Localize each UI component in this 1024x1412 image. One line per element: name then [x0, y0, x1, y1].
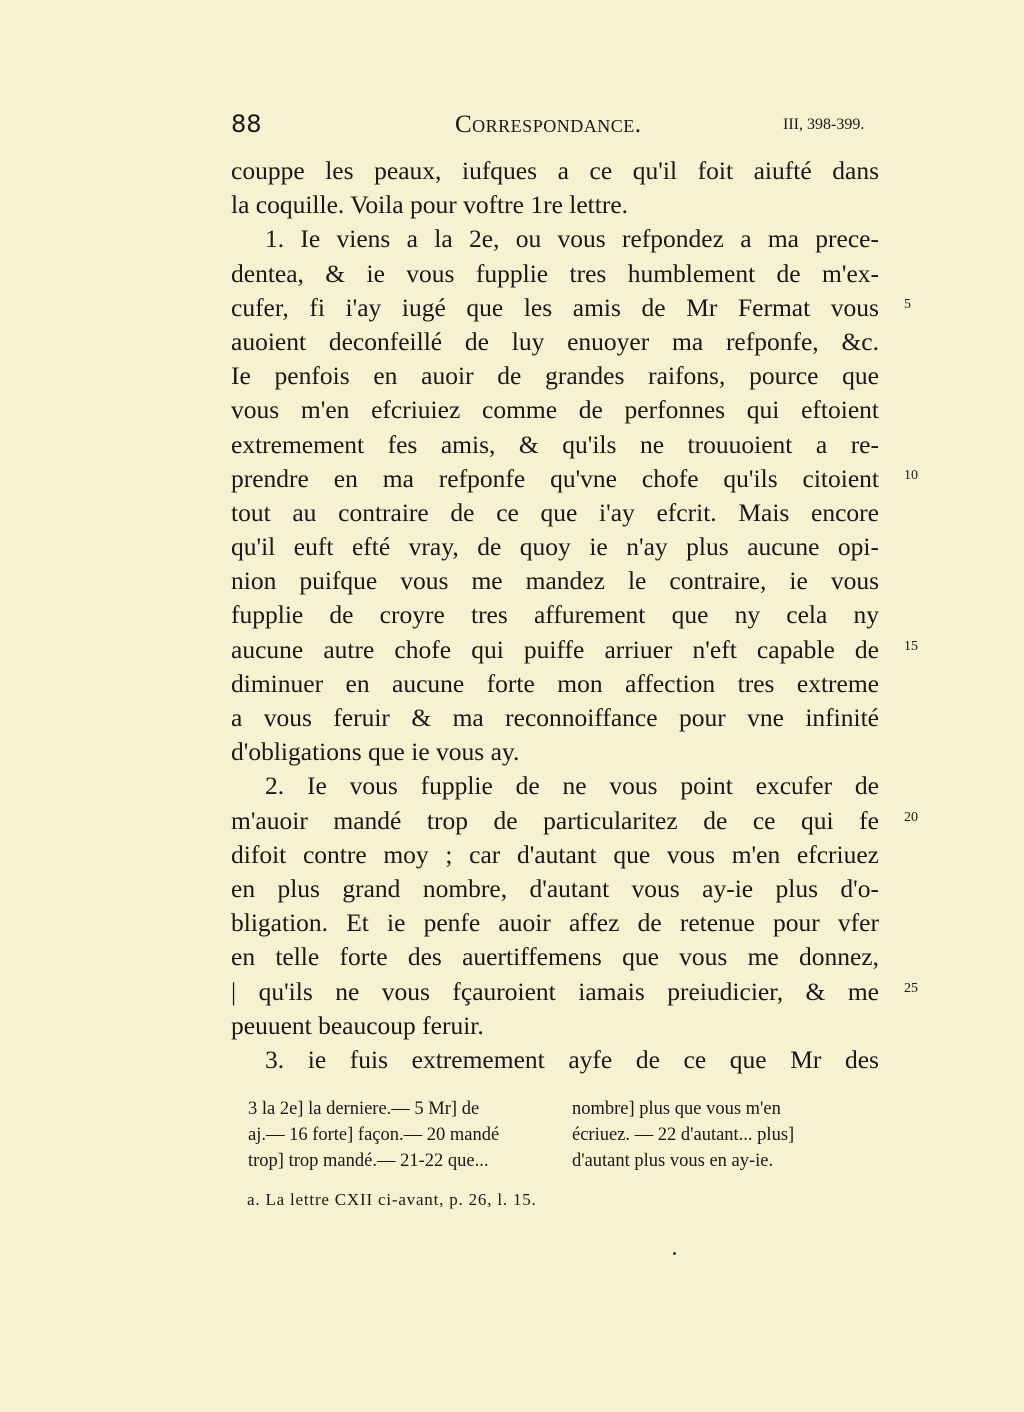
text-line: diminuer en aucune forte mon affection tres extreme — [231, 668, 879, 698]
variant-line: trop] trop mandé.— 21-22 que... — [248, 1151, 489, 1171]
text-line: 1. Ie viens a la 2e, ou vous refpondez a ma prece- — [265, 224, 879, 254]
text-line: d'obligations que ie vous ay. — [231, 737, 520, 767]
text-line: la coquille. Voila pour voftre 1re lettre. — [231, 190, 629, 220]
variant-line: d'autant plus vous en ay-ie. — [572, 1151, 774, 1171]
running-title: Correspondance. — [455, 111, 642, 138]
text-line: 3. ie fuis extremement ayfe de ce que Mr des — [265, 1044, 879, 1074]
text-line: tout au contraire de ce que i'ay efcrit. Mais encore — [231, 497, 879, 527]
margin-line-number: 5 — [904, 297, 911, 312]
text-line: a vous feruir & ma reconnoiffance pour vne infinité — [231, 703, 879, 732]
text-line: prendre en ma refponfe qu'vne chofe qu'ils citoient — [231, 463, 879, 493]
text-line: qu'il euft efté vray, de quoy ie n'ay plus aucune opi- — [231, 532, 879, 562]
variants-left-column — [248, 1096, 499, 1174]
variant-line: écriuez. — 22 d'autant... plus] — [572, 1125, 795, 1145]
margin-line-number: 15 — [904, 639, 918, 654]
text-line: en telle forte des auertiffemens que vous me donnez, — [231, 942, 879, 972]
page-number: 88 — [231, 110, 262, 138]
text-line: auoient deconfeillé de luy enuoyer ma refponfe, &c. — [231, 326, 879, 356]
text-line: bligation. Et ie penfe auoir affez de retenue pour vfer — [231, 908, 879, 938]
text-line: fupplie de croyre tres affurement que ny cela ny — [231, 600, 879, 630]
variant-line: aj.— 16 forte] façon.— 20 mandé — [248, 1125, 500, 1145]
text-line: m'auoir mandé trop de particularitez de ce qui fe — [231, 805, 879, 835]
ink-speck — [673, 1252, 676, 1255]
text-line: | qu'ils ne vous fçauroient iamais preiudicier, & me — [231, 976, 879, 1006]
footnote: a. La lettre CXII ci-avant, p. 26, l. 15. — [247, 1190, 537, 1209]
margin-line-number: 20 — [904, 810, 918, 825]
variant-line: 3 la 2e] la derniere.— 5 Mr] de — [248, 1099, 480, 1119]
text-line: couppe les peaux, iufques a ce qu'il foit aiufté dans — [231, 156, 879, 185]
text-line: aucune autre chofe qui puiffe arriuer n'eft capable de — [231, 634, 879, 664]
text-line: dentea, & ie vous fupplie tres humblement de m'ex- — [231, 258, 879, 288]
main-text — [231, 154, 879, 1077]
text-line: peuuent beaucoup feruir. — [231, 1010, 484, 1040]
margin-line-number: 25 — [904, 981, 918, 996]
text-line: 2. Ie vous fupplie de ne vous point excufer de — [265, 771, 879, 801]
page-header — [0, 106, 1024, 146]
variants-right-column — [572, 1096, 794, 1174]
text-line: cufer, fi i'ay iugé que les amis de Mr Fermat vous — [231, 292, 879, 322]
volume-reference: III, 398-399. — [783, 116, 865, 133]
text-line: nion puifque vous me mandez le contraire, ie vous — [231, 566, 879, 596]
text-line: Ie penfois en auoir de grandes raifons, pource que — [231, 361, 879, 391]
variant-line: nombre] plus que vous m'en — [572, 1099, 781, 1119]
text-line: en plus grand nombre, d'autant vous ay-ie plus d'o- — [231, 873, 879, 903]
text-line: vous m'en efcriuiez comme de perfonnes qui eftoient — [231, 395, 879, 425]
text-line: difoit contre moy ; car d'autant que vous m'en efcriuez — [231, 839, 879, 869]
text-line: extremement fes amis, & qu'ils ne trouuoient a re- — [231, 429, 879, 459]
margin-line-number: 10 — [904, 468, 918, 483]
